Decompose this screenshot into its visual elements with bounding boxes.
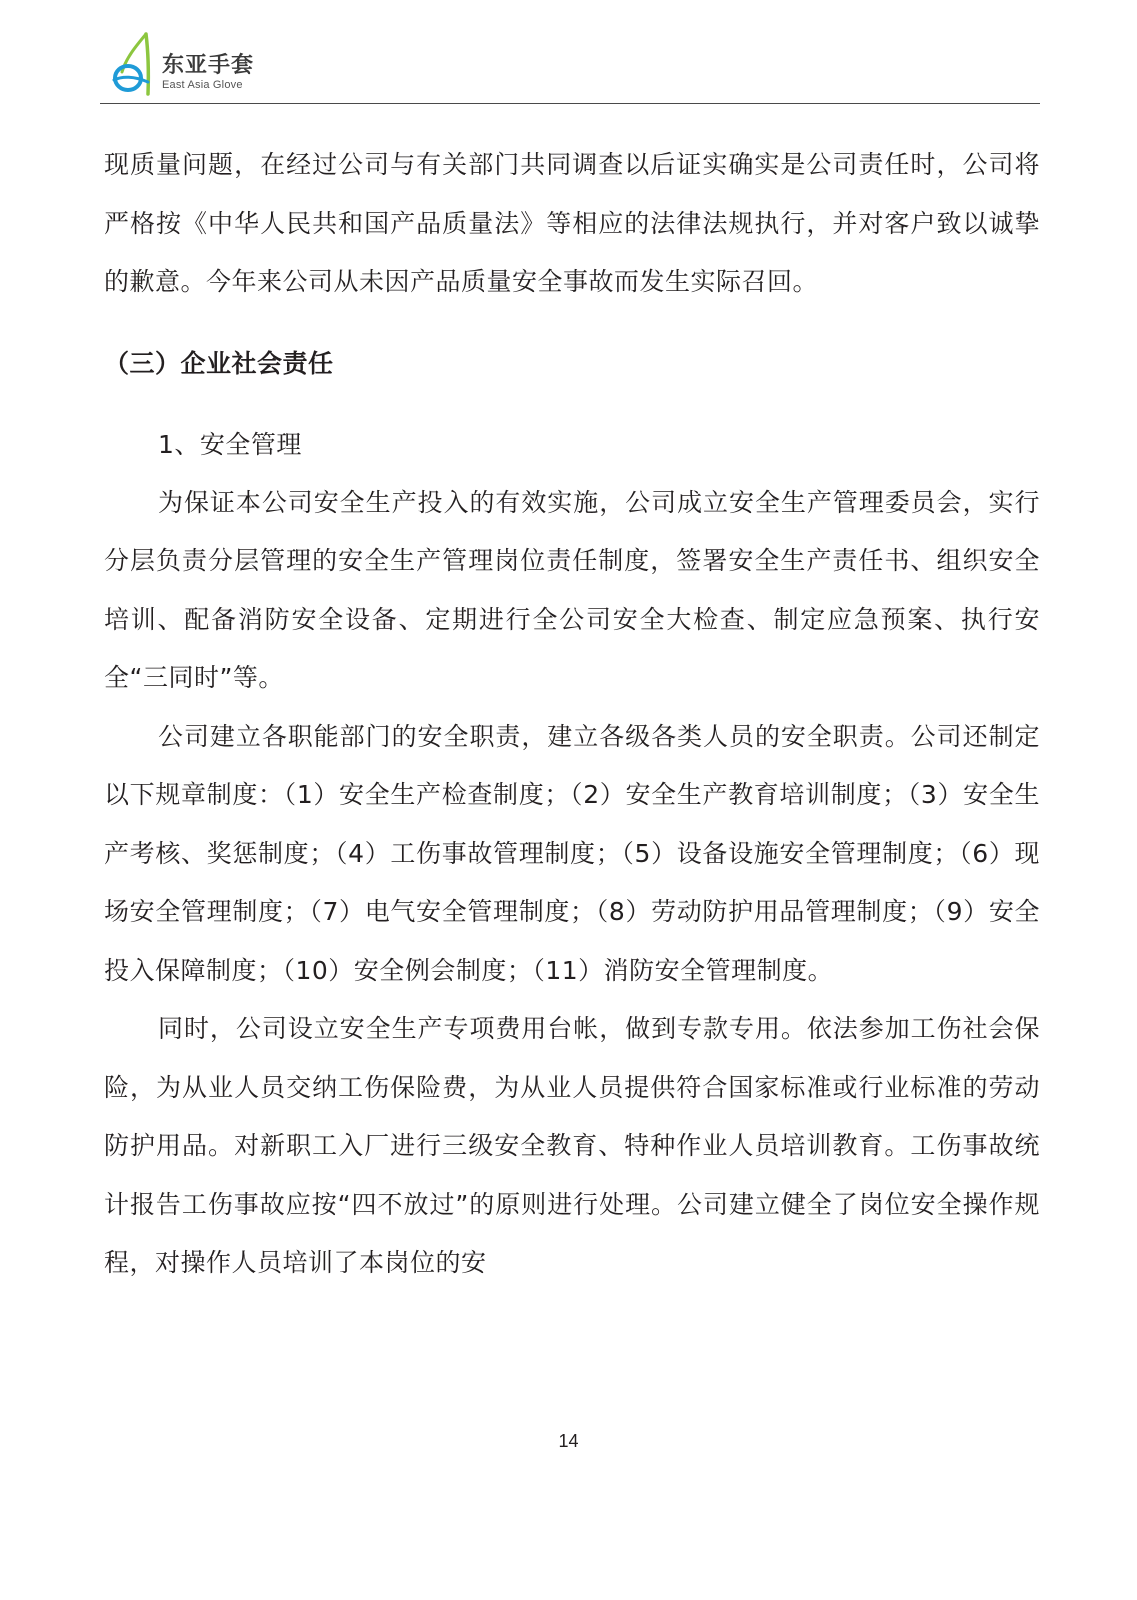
paragraph-safety-committee: 为保证本公司安全生产投入的有效实施，公司成立安全生产管理委员会，实行分层负责分层管理的安全生产管理岗位责任制度，签署安全生产责任书、组织安全培训、配备消防安全设备、定期进行全公司安全大检查、制定应急预案、执行安全“三同时”等。 [104, 487, 1040, 692]
leaf-drop-logo-icon [108, 32, 158, 98]
paragraph-quality-recall: 现质量问题，在经过公司与有关部门共同调查以后证实确实是公司责任时，公司将严格按《中华人民共和国产品质量法》等相应的法律法规执行，并对客户致以诚挚的歉意。今年来公司从未因产品质量安全事故而发生实际召回。 [104, 150, 1040, 296]
logo-text [162, 54, 254, 92]
page-number: 14 [558, 1431, 579, 1451]
logo-chinese-name: 东亚手套 [162, 53, 255, 78]
header-divider [100, 103, 1040, 104]
section-heading-social-responsibility: （三）企业社会责任 [104, 348, 334, 378]
paragraph-safety-rules: 公司建立各职能部门的安全职责，建立各级各类人员的安全职责。公司还制定以下规章制度：（1）安全生产检查制度；（2）安全生产教育培训制度；（3）安全生产考核、奖惩制度；（4）工伤事故管理制度；（5）设备设施安全管理制度；（6）现场安全管理制度；（7）电气安全管理制度；（8）劳动防护用品管理制度；（9）安全投入保障制度；（10）安全例会制度；（11）消防安全管理制度。 [104, 721, 1040, 985]
subsection-heading-safety-management: 1、安全管理 [158, 429, 302, 459]
logo-english-name: East Asia Glove [162, 79, 243, 91]
page-header [108, 28, 1040, 106]
document-body [104, 136, 1040, 1293]
paragraph-safety-funds: 同时，公司设立安全生产专项费用台帐，做到专款专用。依法参加工伤社会保险，为从业人员交纳工伤保险费，为从业人员提供符合国家标准或行业标准的劳动防护用品。对新职工入厂进行三级安全教育、特种作业人员培训教育。工伤事故统计报告工伤事故应按“四不放过”的原则进行处理。公司建立健全了岗位安全操作规程，对操作人员培训了本岗位的安 [104, 1014, 1040, 1277]
